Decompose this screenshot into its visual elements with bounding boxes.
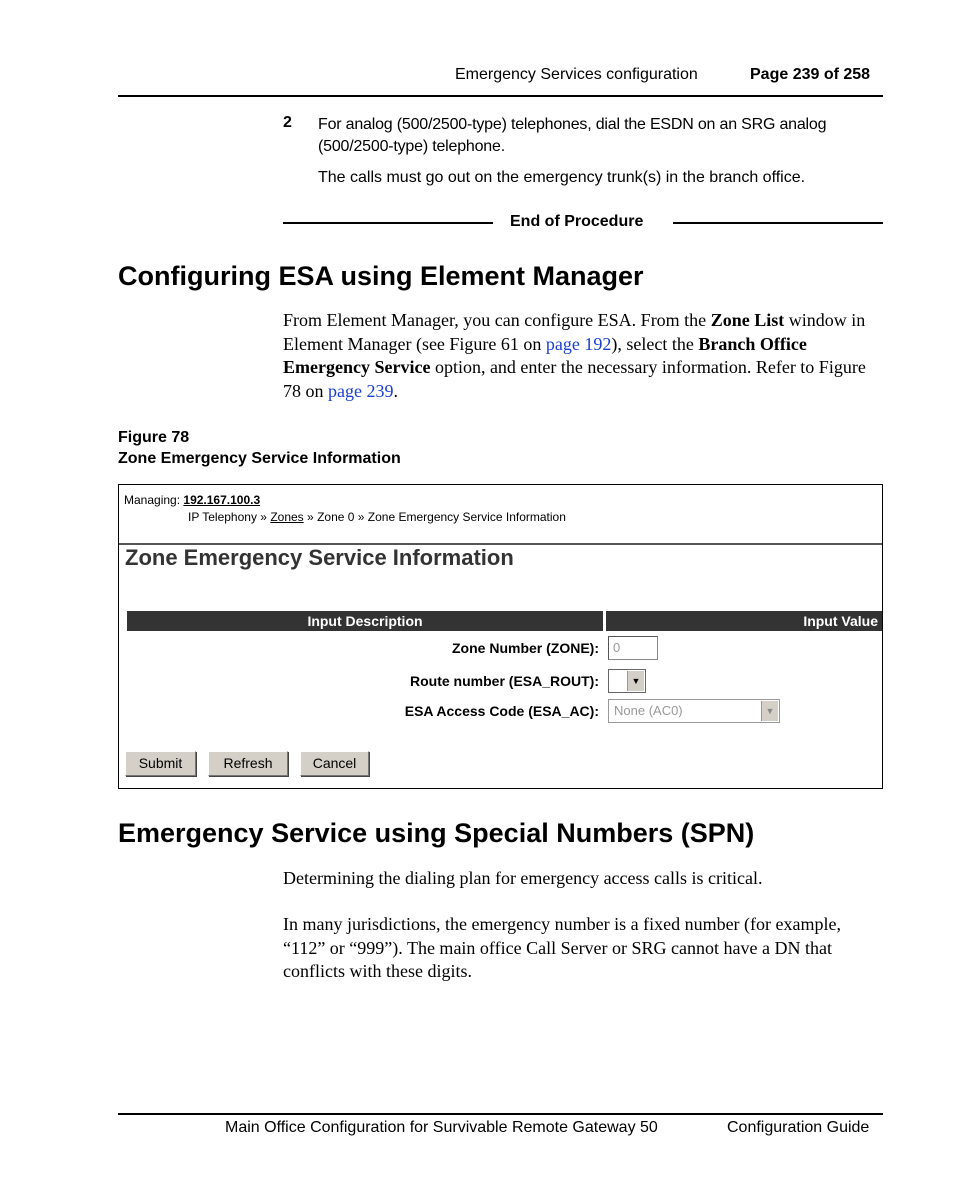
esa-access-code-label: ESA Access Code (ESA_AC): bbox=[404, 703, 599, 719]
end-of-procedure-rule-right bbox=[673, 222, 883, 224]
refresh-button[interactable]: Refresh bbox=[208, 751, 288, 776]
section-heading-esa: Configuring ESA using Element Manager bbox=[118, 261, 644, 291]
page-192-link[interactable]: page 192 bbox=[545, 333, 612, 354]
end-of-procedure-rule-left bbox=[283, 222, 493, 224]
column-header-description: Input Description bbox=[127, 611, 603, 631]
page-title: Zone Emergency Service Information bbox=[125, 545, 514, 570]
dropdown-arrow-icon[interactable]: ▼ bbox=[627, 671, 644, 691]
figure-screenshot bbox=[118, 484, 883, 789]
step-text: For analog (500/2500-type) telephones, dial the ESDN on an SRG analog (500/2500-type) telephone. bbox=[318, 116, 827, 155]
crumb-zones-link[interactable]: Zones bbox=[270, 510, 304, 524]
managing-ip-link[interactable]: 192.167.100.3 bbox=[183, 493, 261, 507]
crumb-zone-0[interactable]: Zone 0 bbox=[317, 510, 355, 524]
step-note: The calls must go out on the emergency trunk(s) in the branch office. bbox=[318, 169, 806, 186]
cancel-button[interactable]: Cancel bbox=[300, 751, 369, 776]
section-spn-paragraph-1: Determining the dialing plan for emergency access calls is critical. bbox=[283, 868, 763, 888]
crumb-current: Zone Emergency Service Information bbox=[367, 510, 566, 524]
breadcrumb: IP Telephony » Zones » Zone 0 » Zone Emergency Service Information bbox=[188, 510, 566, 524]
crumb-ip-telephony[interactable]: IP Telephony bbox=[188, 510, 257, 524]
submit-button[interactable]: Submit bbox=[125, 751, 196, 776]
running-header-page: Page 239 of 258 bbox=[750, 66, 871, 83]
running-header-section: Emergency Services configuration bbox=[455, 66, 698, 83]
route-number-label: Route number (ESA_ROUT): bbox=[410, 673, 599, 689]
section-spn-paragraph-2: In many jurisdictions, the emergency number is a fixed number (for example, “112” or “999”). The main office Call Server or SRG cannot have a DN that conflicts with these digits. bbox=[283, 914, 841, 981]
section-esa-paragraph: From Element Manager, you can configure ESA. From the Zone List window in Element Manager (see Figure 61 on page 192), select the Branch Office Emergency Service option, and enter the necessary information. Refer to Figure 78 on page 239. bbox=[283, 310, 866, 401]
managing-label: Managing: bbox=[124, 493, 181, 507]
header-rule bbox=[118, 95, 883, 97]
column-header-value: Input Value bbox=[606, 611, 882, 631]
figure-number: Figure 78 bbox=[118, 429, 190, 446]
dropdown-arrow-icon[interactable]: ▼ bbox=[761, 701, 778, 721]
zone-number-label: Zone Number (ZONE): bbox=[452, 640, 599, 656]
zone-number-input[interactable]: 0 bbox=[608, 636, 658, 660]
step-number: 2 bbox=[283, 114, 292, 131]
page-239-link[interactable]: page 239 bbox=[328, 380, 394, 401]
route-number-select[interactable] bbox=[608, 669, 646, 693]
footer-rule bbox=[118, 1113, 883, 1115]
end-of-procedure: End of Procedure bbox=[510, 213, 644, 230]
figure-title: Zone Emergency Service Information bbox=[118, 450, 401, 467]
esa-access-code-select[interactable]: None (AC0) ▼ bbox=[608, 699, 780, 723]
managing-line bbox=[124, 493, 260, 507]
section-heading-spn: Emergency Service using Special Numbers (SPN) bbox=[118, 818, 755, 848]
footer-title: Main Office Configuration for Survivable Remote Gateway 50 bbox=[225, 1119, 658, 1136]
footer-guide: Configuration Guide bbox=[727, 1119, 870, 1136]
